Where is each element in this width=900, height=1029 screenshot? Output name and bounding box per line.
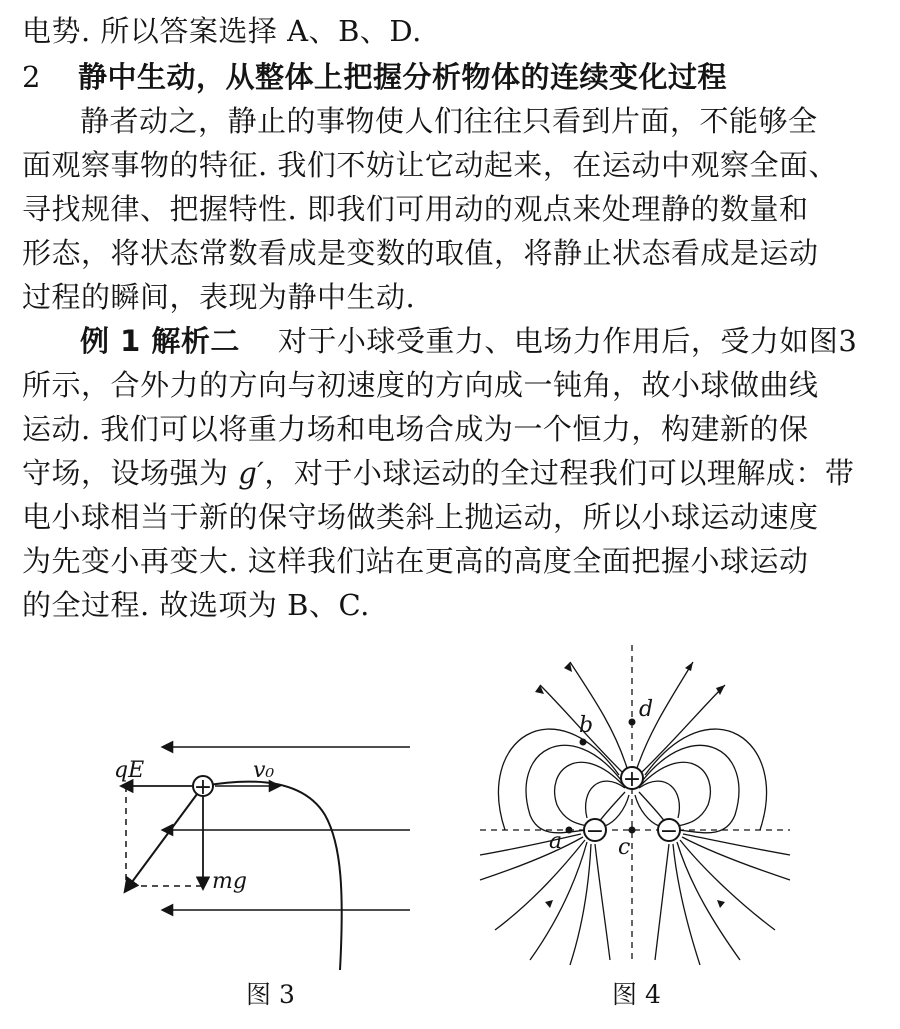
loop-left-3 [586,781,625,818]
label-c: c [618,835,631,860]
direct-left [599,792,625,822]
resultant-vector [132,786,203,882]
paragraph-2-line-4-a: 守场，设场强为 [22,456,239,490]
left-charge-sign: − [585,819,605,844]
example-label: 例 1 解析二 [80,324,240,358]
paragraph-2-line-1-text: 对于小球受重力、电场力作用后，受力如图3 [277,324,858,358]
paragraph-1-line-2: 面观察事物的特征. 我们不妨让它动起来，在运动中观察全面、 [22,148,838,182]
section-title: 静中生动，从整体上把握分析物体的连续变化过程 [78,60,728,94]
paragraph-2-line-6: 为先变小再变大. 这样我们站在更高的高度全面把握小球运动 [22,544,809,578]
section-number: 2 [22,60,41,94]
figure-4-caption: 图 4 [612,980,661,1009]
loop-left-1 [526,745,621,832]
figure-4-diagram [475,640,795,975]
loop-left-2 [555,762,623,826]
loop-right-2 [641,762,710,826]
paragraph-2-line-4-b: ，对于小球运动的全过程我们可以理解成：带 [264,456,855,490]
paragraph-2-line-7: 的全过程. 故选项为 B、C. [22,588,370,622]
loop-right-4 [645,729,766,830]
label-a: a [549,829,563,854]
paragraph-2-line-5: 电小球相当于新的保守场做类斜上抛运动，所以小球运动速度 [22,500,819,534]
paragraph-2-line-4 [22,454,854,492]
paragraph-2-line-3: 运动. 我们可以将重力场和电场合成为一个恒力，构建新的保 [22,412,809,446]
point-d [629,719,636,726]
arrowhead-up-3 [535,685,544,694]
paragraph-1-line-5: 过程的瞬间，表现为静中生动. [22,280,416,314]
figure-3-diagram [100,720,430,980]
in-right-6 [683,834,790,855]
paragraph-1-line-1: 静者动之，静止的事物使人们往往只看到片面，不能够全 [80,104,818,138]
paragraph-2-line-2: 所示，合外力的方向与初速度的方向成一钝角，故小球做曲线 [22,368,819,402]
figure-3-caption: 图 3 [246,980,295,1009]
in-right-3 [673,844,700,965]
point-a [566,827,573,834]
arrowhead-in-right [717,900,725,908]
section-heading [22,58,727,96]
direct-right [639,792,665,822]
paragraph-1-line-3: 寻找规律、把握特性. 即我们可用动的观点来处理静的数量和 [22,192,809,226]
in-left-6 [480,834,581,855]
text-line-1: 电势. 所以答案选择 A、B、D. [22,14,422,48]
label-v0: v₀ [253,758,275,783]
field-strength-symbol: g′ [238,456,265,490]
loop-left-4 [498,729,619,830]
right-charge-sign: − [659,819,679,844]
in-right-2 [677,842,740,960]
in-right-5 [682,837,790,880]
point-c [629,827,636,834]
in-left-4 [595,844,610,960]
in-right-4 [655,844,669,960]
label-d: d [639,697,654,722]
point-b [580,739,587,746]
in-left-5 [480,837,583,880]
paragraph-1-line-4: 形态，将状态常数看成是变数的取值，将静止状态看成是运动 [22,236,819,270]
loop-right-1 [643,745,739,832]
charge-sign: + [193,775,213,800]
arrowhead-in-left [545,900,553,908]
top-charge-sign: + [622,767,642,792]
label-qE: qE [114,758,145,783]
in-left-2 [530,842,587,960]
label-b: b [579,713,594,738]
paragraph-2-line-1 [80,322,857,360]
label-mg: mg [212,869,247,894]
arrowhead-up-2 [685,662,693,671]
